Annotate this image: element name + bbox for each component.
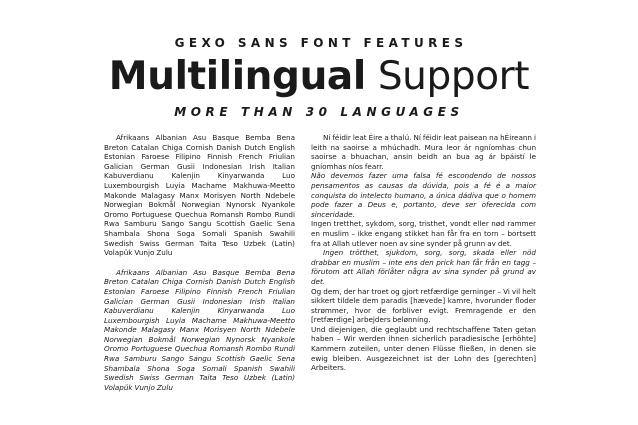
subhead: MORE THAN 30 LANGUAGES [174, 105, 464, 119]
sample-irish: Ní féidir leat Éire a thalú. Ní féidir leat paisean na hÉireann i leith na saoirse a mhúchadh. Mura leor ár ngníomhas chun saoirse a bhuachan, ansin beidh an bua ag ár bpáistí le gníomhas níos fearr. [311, 133, 536, 171]
headline-light: Support [377, 54, 530, 99]
right-column [311, 133, 536, 373]
headline-bold: Multilingual [108, 54, 366, 99]
sample-swedish: Ingen trötthet, sjukdom, sorg, sorg, skada eller nöd drabbar en muslim – inte ens den prick han får från en tagg – förutom att Allah förlåter några av sina synder på grund av det. [311, 248, 536, 286]
language-list-regular: Afrikaans Albanian Asu Basque Bemba Bena Breton Catalan Chiga Cornish Danish Dutch English Estonian Faroese Filipino Finnish French Friulian Galician German Gusii Indonesian Irish Italian Kabuverdianu Kalenjin Kinyarwanda Luo Luxembourgish Luyia Machame Makhuwa-Meetto Makonde Malagasy Manx Morisyen North Ndebele Norwegian Bokmål Norwegian Nynorsk Nyankole Oromo Portuguese Quechua Romansh Rombo Rundi Rwa Samburu Sango Sangu Scottish Gaelic Sena Shambala Shona Soga Somali Spanish Swahili Swedish Swiss German Taita Teso Uzbek (Latin) Volapük Vunjo Zulu [104, 133, 295, 258]
sample-portuguese: Não devemos fazer uma falsa fé escondendo de nossos pensamentos as causas da dúvida, pois a fé é a maior conquista do intelecto humano, a única dádiva que o homem pode fazer a Deus e, portanto, deve ser oferecida com sinceridade. [311, 171, 536, 219]
language-list-italic: Afrikaans Albanian Asu Basque Bemba Bena Breton Catalan Chiga Cornish Danish Dutch English Estonian Faroese Filipino Finnish French Friulian Galician German Gusii Indonesian Irish Italian Kabuverdianu Kalenjin Kinyarwanda Luo Luxembourgish Luyia Machame Makhuwa-Meetto Makonde Malagasy Manx Morisyen North Ndebele Norwegian Bokmål Norwegian Nynorsk Nyankole Oromo Portuguese Quechua Romansh Rombo Rundi Rwa Samburu Sango Sangu Scottish Gaelic Sena Shambala Shona Soga Somali Spanish Swahili Swedish Swiss German Taita Teso Uzbek (Latin) Volapük Vunjo Zulu [104, 267, 295, 392]
left-column [104, 133, 295, 392]
sample-norwegian: Ingen tretthet, sykdom, sorg, tristhet, vondt eller nød rammer en muslim – ikke engang stikket han får fra en torn – bortsett fra at Allah utlever noen av sine synder på grunn av det. [311, 219, 536, 248]
header [0, 36, 638, 119]
eyebrow-title: GEXO SANS FONT FEATURES [174, 36, 468, 50]
sample-danish: Og dem, der har troet og gjort retfærdige gerninger – Vi vil helt sikkert tildele dem paradis [hævede] kamre, hvorunder floder strømmer, hvor de forbliver evigt. Fremragende er den [retfærdige] arbejders belønning. [311, 286, 536, 325]
sample-german: Und diejenigen, die geglaubt und rechtschaffene Taten getan haben – Wir werden ihnen sicherlich paradiesische [erhöhte] Kammern zuteilen, unter denen Flüsse fließen, in denen sie ewig bleiben. Ausgezeichnet ist der Lohn des [gerechten] Arbeiters. [311, 324, 536, 373]
headline [0, 56, 638, 98]
